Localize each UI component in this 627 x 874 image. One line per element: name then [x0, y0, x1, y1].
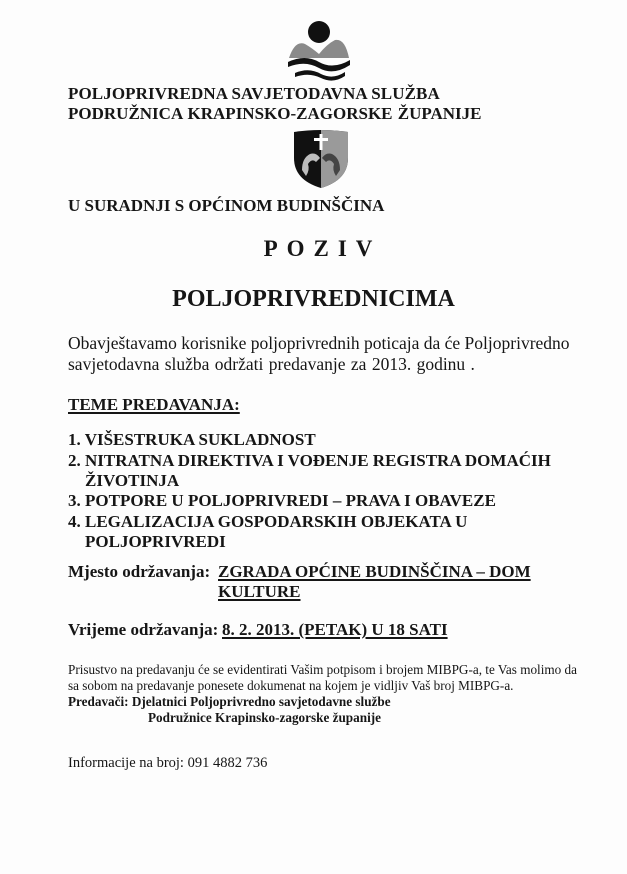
notice-line-2: sa sobom na predavanje ponesete dokumenat na kojem je vidljiv Vaš broj MIBPG-a. [68, 678, 514, 693]
topic-item-1: 1. VIŠESTRUKA SUKLADNOST [68, 430, 316, 449]
time-label: Vrijeme održavanja: [68, 620, 219, 639]
coat-of-arms-icon [290, 128, 352, 190]
time-value: 8. 2. 2013. (PETAK) U 18 SATI [222, 620, 448, 639]
topic-item-3: 3. POTPORE U POLJOPRIVREDI – PRAVA I OBAVEZE [68, 491, 496, 510]
contact-info: Informacije na broj: 091 4882 736 [68, 755, 268, 771]
topic-item-4-continued: POLJOPRIVREDI [85, 532, 226, 551]
lecturers-line-2: Podružnice Krapinsko-zagorske županije [148, 710, 381, 725]
intro-line-2: savjetodavna služba održati predavanje za 2013. godinu . [68, 354, 475, 374]
topic-item-2: 2. NITRATNA DIREKTIVA I VOĐENJE REGISTRA DOMAĆIH [68, 451, 551, 470]
notice-line-1: Prisustvo na predavanju će se evidentirati Vašim potpisom i brojem MIBPG-a, te Vas molimo da [68, 662, 577, 677]
topic-item-2-continued: ŽIVOTINJA [85, 471, 180, 490]
lecturers-line-1: Predavači: Djelatnici Poljoprivredno savjetodavne službe [68, 694, 391, 709]
organization-name: POLJOPRIVREDNA SAVJETODAVNA SLUŽBA [68, 84, 440, 103]
document-subtitle: POLJOPRIVREDNICIMA [172, 286, 455, 312]
document-title: POZIV [263, 236, 382, 261]
topics-heading: TEME PREDAVANJA: [68, 395, 240, 414]
cooperation-line: U SURADNJI S OPĆINOM BUDINŠČINA [68, 196, 385, 215]
advisory-service-logo-icon [285, 18, 353, 84]
location-value: ZGRADA OPĆINE BUDINŠČINA – DOM [218, 562, 531, 581]
organization-branch: PODRUŽNICA KRAPINSKO-ZAGORSKE ŽUPANIJE [68, 104, 482, 123]
location-value-continued: KULTURE [218, 582, 301, 601]
topic-item-4: 4. LEGALIZACIJA GOSPODARSKIH OBJEKATA U [68, 512, 468, 531]
intro-line-1: Obavještavamo korisnike poljoprivrednih poticaja da će Poljoprivredno [68, 333, 570, 353]
location-label: Mjesto održavanja: [68, 562, 211, 581]
